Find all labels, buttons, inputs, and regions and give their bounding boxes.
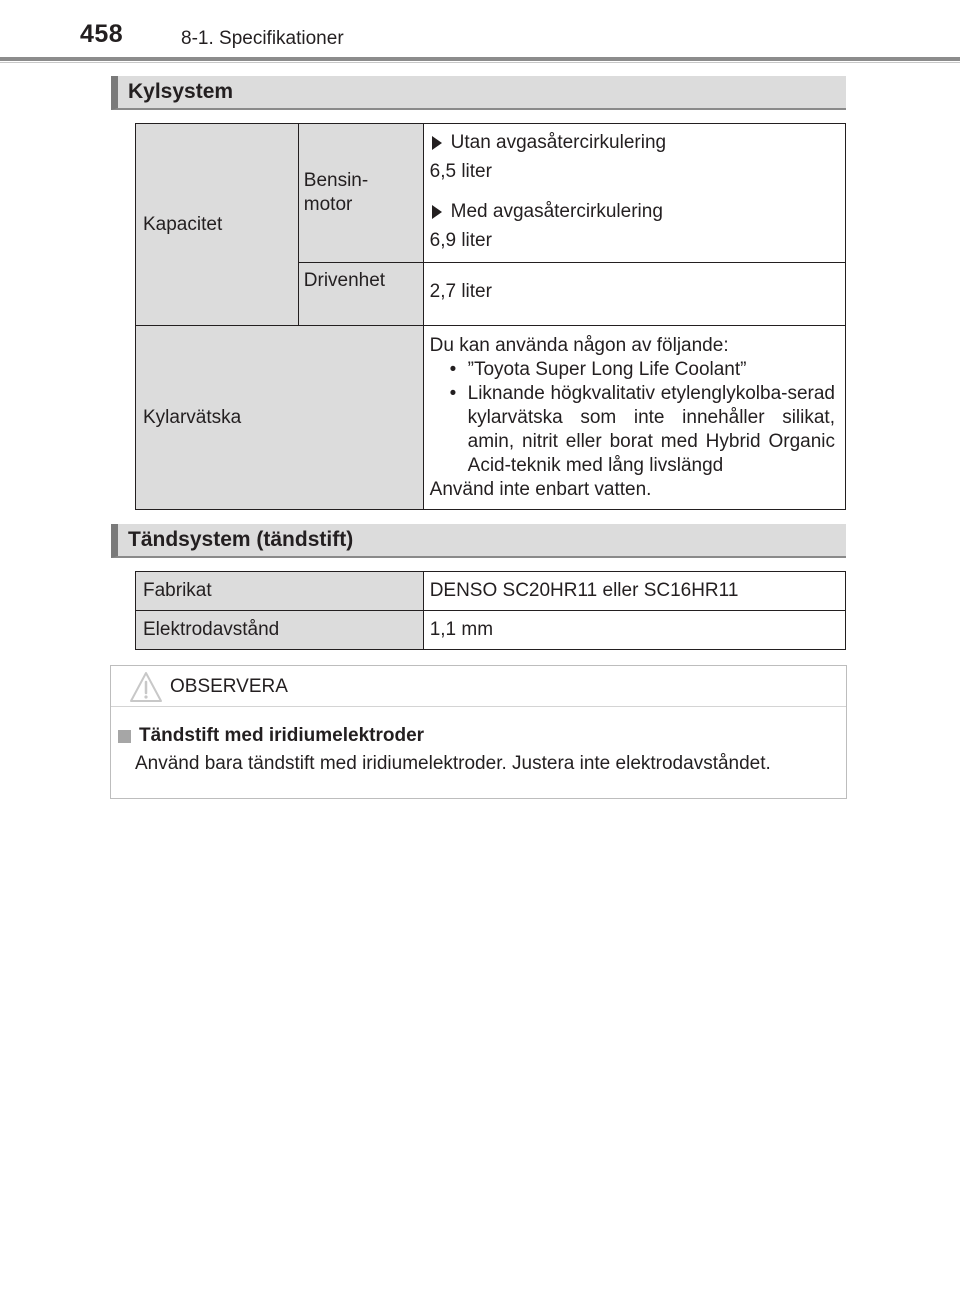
- coolant-option: • Liknande högkvalitativ etylenglykolba-serad kylarvätska som inte innehåller silikat, amin, nitrit eller borat med Hybrid Organic Acid-teknik med lång livslängd: [430, 382, 835, 478]
- square-bullet-icon: [118, 730, 131, 743]
- notice-text: Använd bara tändstift med iridiumelektroder. Justera inte elektrodavståndet.: [135, 753, 771, 774]
- section-title-ignition: Tändsystem (tändstift): [111, 524, 846, 558]
- chapter-title: 8-1. Specifikationer: [181, 28, 344, 49]
- notice-heading: Tändstift med iridiumelektroder: [115, 725, 424, 747]
- triangle-bullet-icon: [432, 205, 442, 219]
- table-row: [136, 611, 846, 650]
- notice-box: [110, 665, 847, 799]
- coolant-options: [430, 358, 835, 478]
- electrode-gap-value: 1,1 mm: [423, 611, 845, 650]
- brand-label: Fabrikat: [136, 572, 424, 611]
- coolant-label: Kylarvätska: [136, 326, 424, 510]
- petrol-engine-label: Bensin- motor: [298, 124, 423, 263]
- with-egr-value: 6,9 liter: [429, 230, 492, 251]
- with-egr-line: Med avgasåtercirkulering: [430, 200, 845, 224]
- warning-triangle-icon: [129, 671, 163, 703]
- cooling-spec-table: [135, 123, 846, 510]
- drive-unit-label: Drivenhet: [298, 263, 423, 326]
- triangle-bullet-icon: [432, 136, 442, 150]
- brand-value: DENSO SC20HR11 eller SC16HR11: [423, 572, 845, 611]
- notice-label: OBSERVERA: [170, 676, 288, 697]
- without-egr-line: Utan avgasåtercirkulering: [430, 131, 845, 155]
- electrode-gap-label: Elektrodavstånd: [136, 611, 424, 650]
- coolant-note: Använd inte enbart vatten.: [429, 479, 652, 500]
- coolant-intro: Du kan använda någon av följande:: [429, 335, 729, 356]
- coolant-option: • ”Toyota Super Long Life Coolant”: [430, 358, 835, 382]
- page-number: 458: [80, 20, 124, 48]
- drive-unit-value: 2,7 liter: [423, 263, 845, 326]
- without-egr-value: 6,5 liter: [429, 161, 492, 182]
- ignition-spec-table: [135, 571, 846, 650]
- notice-header: [111, 666, 846, 707]
- table-row: [136, 572, 846, 611]
- petrol-capacity-cell: [423, 124, 845, 263]
- capacity-label: Kapacitet: [136, 124, 299, 326]
- header-rule-thin: [0, 62, 960, 63]
- coolant-cell: [423, 326, 845, 510]
- section-title-cooling: Kylsystem: [111, 76, 846, 110]
- header-rule: [0, 57, 960, 61]
